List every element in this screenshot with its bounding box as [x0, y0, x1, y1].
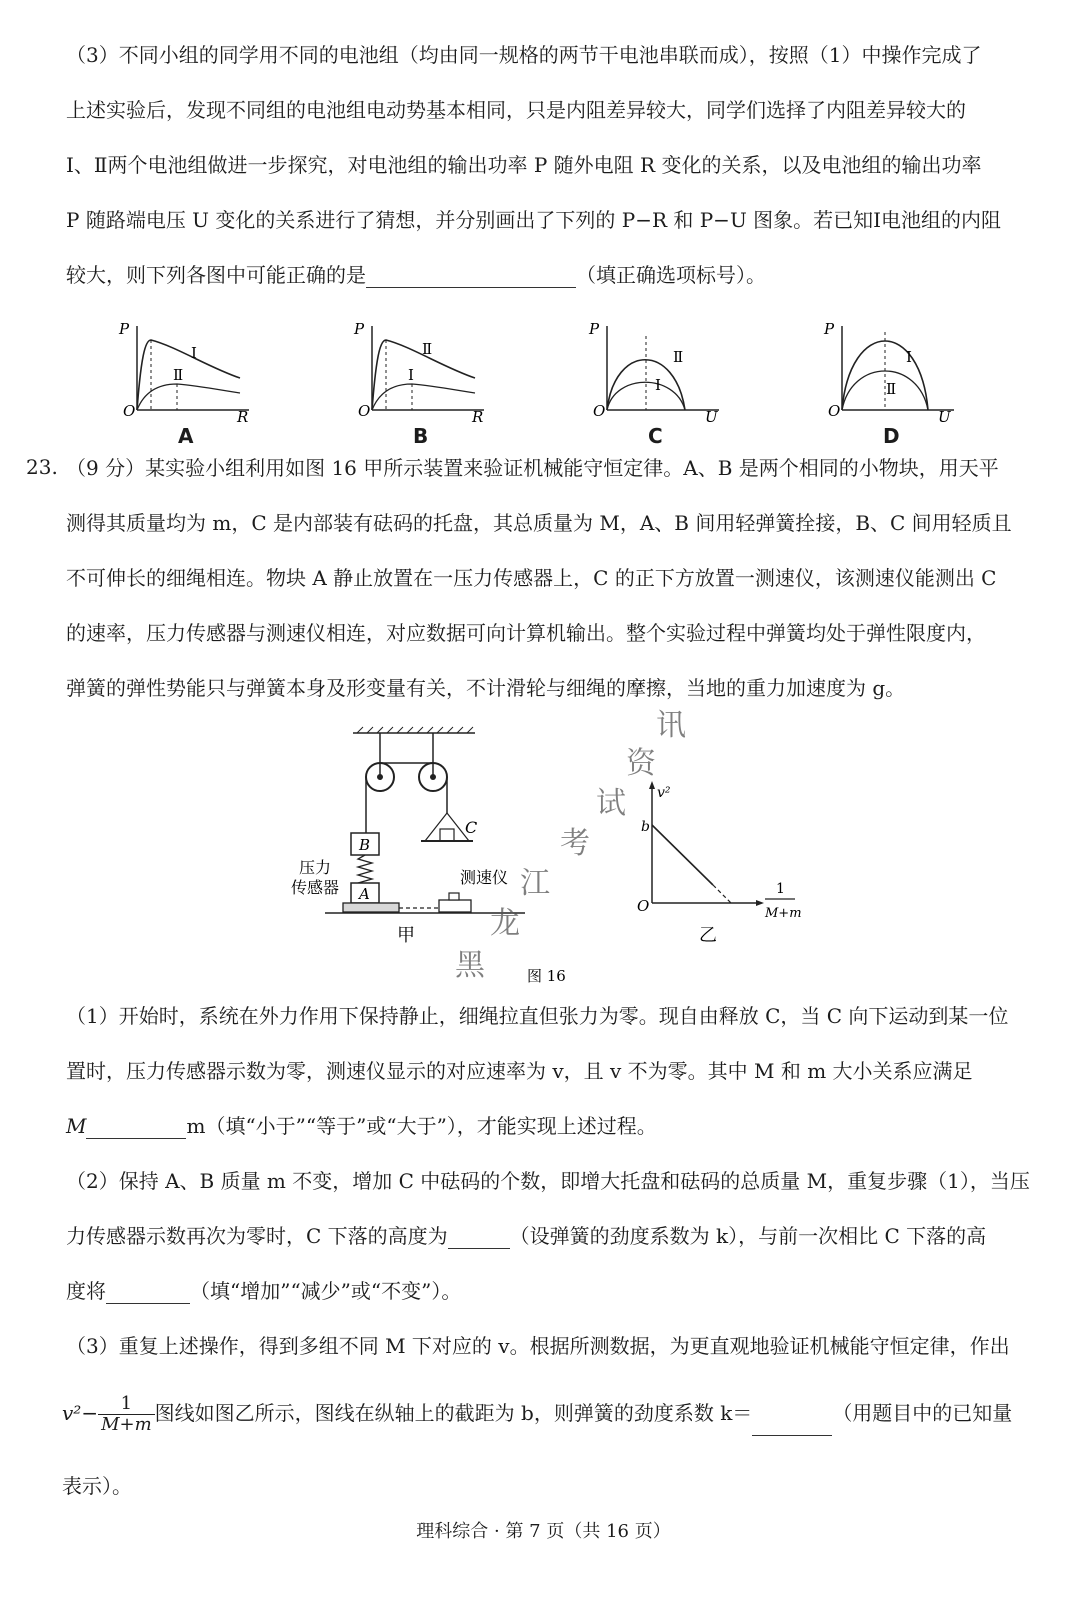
block-a-label: A: [359, 885, 370, 903]
q23-line-5: 弹簧的弹性势能只与弹簧本身及形变量有关，不计滑轮与细绳的摩擦，当地的重力加速度为 g。: [66, 676, 906, 700]
sub3-v-squared: v²−: [62, 1401, 99, 1425]
sub1-line-1: （1）开始时，系统在外力作用下保持静止，细绳拉直但张力为零。现自由释放 C，当 C 向下运动到某一位: [66, 1004, 1009, 1028]
q22-line-1: （3）不同小组的同学用不同的电池组（均由同一规格的两节干电池串联而成），按照（1）中操作完成了: [66, 43, 982, 67]
block-b-label: B: [359, 836, 371, 854]
graph-c-curve-1: Ⅱ: [673, 348, 684, 366]
sub1-line-3-post: m（填“小于”“等于”或“大于”），才能实现上述过程。: [186, 1114, 657, 1138]
sub2-line-3-post: （填“增加”“减少”或“不变”）。: [190, 1279, 462, 1303]
sub2-line-3-pre: 度将: [66, 1279, 106, 1303]
answer-blank-sub1[interactable]: [86, 1118, 186, 1139]
graph-b-origin: O: [358, 402, 371, 420]
graph-b-label: B: [413, 424, 429, 448]
q23-line-2: 测得其质量均为 m，C 是内部装有砝码的托盘，其总质量为 M，A、B 间用轻弹簧拴接，B、C 间用轻质且: [66, 511, 1012, 535]
watermark-char-4: 考: [560, 826, 590, 861]
graph-a-y-label: P: [119, 320, 130, 338]
graph-d-curve-2: Ⅱ: [886, 380, 897, 398]
sub1-m-symbol: M: [66, 1114, 87, 1138]
answer-blank-sub2-change[interactable]: [106, 1283, 190, 1304]
answer-blank-sub2-height[interactable]: [448, 1228, 510, 1249]
q23-line-1: （9 分）某实验小组利用如图 16 甲所示装置来验证机械能守恒定律。A、B 是两个相同的小物块，用天平: [66, 456, 999, 480]
graph-c-x-label: U: [705, 408, 718, 426]
q23-number: 23.: [26, 455, 58, 479]
q23-line-3: 不可伸长的细绳相连。物块 A 静止放置在一压力传感器上，C 的正下方放置一测速仪，该测速仪能测出 C: [66, 566, 997, 590]
sub1-line-2: 置时，压力传感器示数为零，测速仪显示的对应速率为 v，且 v 不为零。其中 M 和 m 大小关系应满足: [66, 1059, 973, 1083]
q22-line-5-post: （填正确选项标号）。: [576, 263, 766, 287]
q22-line-2: 上述实验后，发现不同组的电池组电动势基本相同，只是内阻差异较大，同学们选择了内阻差异较大的: [66, 98, 966, 122]
graph-d-label: D: [883, 424, 900, 448]
graph-b-curve-2: Ⅰ: [408, 366, 414, 384]
sub3-line-2: [62, 1390, 1012, 1436]
answer-blank-q22[interactable]: [366, 267, 576, 288]
graph-a: [115, 318, 255, 428]
q22-line-3: Ⅰ、Ⅱ两个电池组做进一步探究，对电池组的输出功率 P 随外电阻 R 变化的关系，以及电池组的输出功率: [66, 153, 982, 177]
figure-caption: 图 16: [527, 967, 566, 985]
q22-line-5-pre: 较大，则下列各图中可能正确的是: [66, 263, 366, 287]
sensor-label-2: 传感器: [291, 878, 340, 897]
watermark-char-2: 龙: [490, 906, 520, 941]
answer-blank-sub3[interactable]: [752, 1415, 832, 1436]
watermark-char-5: 试: [596, 786, 626, 821]
sub2-line-2-pre: 力传感器示数再次为零时，C 下落的高度为: [66, 1224, 448, 1248]
graph-b-y-label: P: [354, 320, 365, 338]
watermark-char-1: 黑: [455, 948, 485, 983]
graph-d-origin: O: [828, 402, 841, 420]
graph-b-curve-1: Ⅱ: [422, 340, 433, 358]
sub3-line-1: （3）重复上述操作，得到多组不同 M 下对应的 v。根据所测数据，为更直观地验证机械能守恒定律，作出: [66, 1334, 1010, 1358]
sub2-line-1: （2）保持 A、B 质量 m 不变，增加 C 中砝码的个数，即增大托盘和砝码的总质量 M，重复步骤（1），当压: [66, 1169, 1030, 1193]
sub3-frac-den: M+m: [101, 1414, 152, 1435]
q22-line-5: [66, 262, 766, 288]
graph-origin-label: O: [637, 897, 650, 915]
graph-intercept-label: b: [641, 819, 650, 835]
sub2-line-2: [66, 1223, 986, 1249]
graph-y-axis-label: v²: [657, 785, 671, 801]
watermark-char-6: 资: [626, 746, 656, 781]
graph-a-origin: O: [123, 402, 136, 420]
sub3-line-2-post: （用题目中的已知量: [832, 1401, 1013, 1425]
sub2-line-2-post: （设弹簧的劲度系数为 k），与前一次相比 C 下落的高: [509, 1224, 987, 1248]
graph-a-x-label: R: [237, 408, 249, 426]
graph-x-axis-den: M+m: [765, 906, 802, 921]
left-caption: 甲: [397, 925, 415, 946]
graph-a-label: A: [178, 424, 194, 448]
graph-b-x-label: R: [472, 408, 484, 426]
sub1-line-3: [66, 1113, 657, 1139]
watermark-char-7: 讯: [656, 708, 686, 743]
graph-d-curve-1: Ⅰ: [906, 348, 912, 366]
sub3-frac-num: 1: [98, 1394, 155, 1415]
q23-line-4: 的速率，压力传感器与测速仪相连，对应数据可向计算机输出。整个实验过程中弹簧均处于弹性限度内，: [66, 621, 986, 645]
graph-a-curve-2: Ⅱ: [173, 366, 184, 384]
speedometer-label: 测速仪: [460, 868, 509, 887]
sub3-line-2-mid: 图线如图乙所示，图线在纵轴上的截距为 b，则弹簧的劲度系数 k＝: [154, 1401, 753, 1425]
figure-16-apparatus: [285, 725, 845, 999]
graph-c: [585, 318, 725, 428]
graph-a-curve-1: Ⅰ: [191, 344, 197, 362]
right-caption: 乙: [699, 925, 717, 946]
sub3-fraction: [98, 1394, 155, 1435]
graph-d-x-label: U: [938, 408, 951, 426]
graph-d: [820, 318, 960, 428]
q22-line-4: P 随路端电压 U 变化的关系进行了猜想，并分别画出了下列的 P−R 和 P−U 图象。若已知Ⅰ电池组的内阻: [66, 208, 1002, 232]
graph-c-origin: O: [593, 402, 606, 420]
graph-b: [350, 318, 490, 428]
graph-d-y-label: P: [824, 320, 835, 338]
watermark-char-3: 江: [520, 866, 550, 901]
sub3-line-3: 表示）。: [62, 1474, 132, 1498]
tray-c-label: C: [465, 818, 478, 837]
page-footer: 理科综合 · 第 7 页（共 16 页）: [416, 1521, 671, 1542]
sensor-label-1: 压力: [299, 858, 332, 877]
graph-c-y-label: P: [589, 320, 600, 338]
graph-c-label: C: [648, 424, 663, 448]
sub2-line-3: [66, 1278, 461, 1304]
graph-x-axis-num: 1: [776, 881, 785, 897]
graph-c-curve-2: Ⅰ: [655, 376, 661, 394]
